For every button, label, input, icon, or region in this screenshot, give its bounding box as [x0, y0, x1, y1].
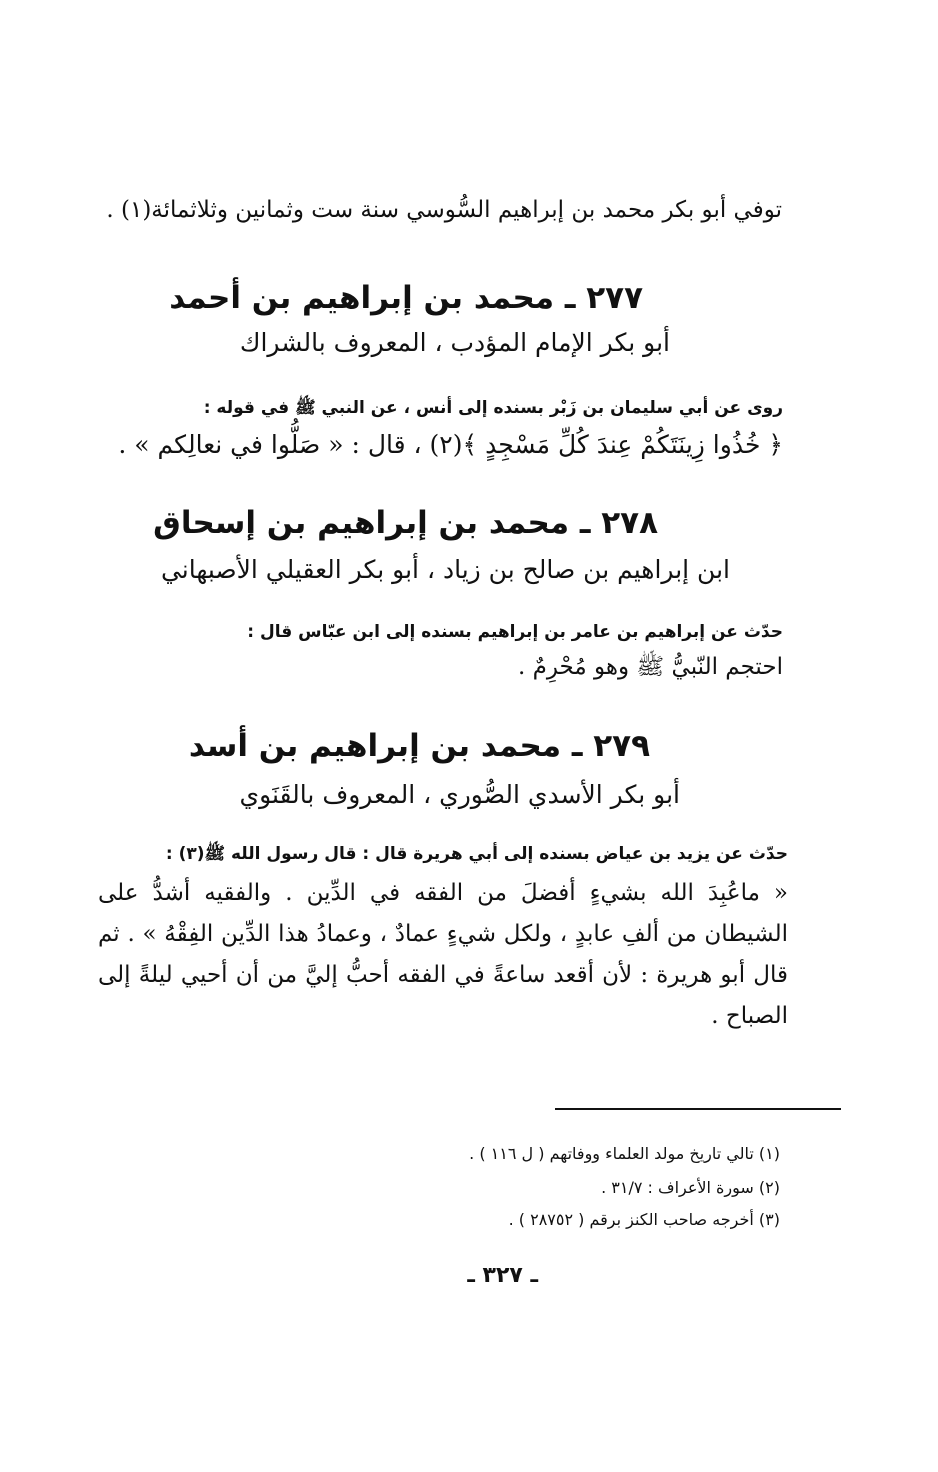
entry-277-subtitle: أبو بكر الإمام المؤدب ، المعروف بالشراك — [239, 328, 670, 357]
entry-279-title: ٢٧٩ ـ محمد بن إبراهيم بن أسد — [188, 728, 650, 764]
entry-278-text: احتجم النّبيُّ ﷺ وهو مُحْرِمٌ . — [517, 654, 783, 680]
entry-279-chain: حدّث عن يزيد بن عياض بسنده إلى أبي هريرة قال : قال رسول الله ﷺ(٣) : — [165, 844, 788, 864]
entry-277-text: ﴿ خُذُوا زِينَتَكُمْ عِندَ كُلِّ مَسْجِدٍ ﴾(٢) ، قال : « صَلُّوا في نعالِكم » . — [118, 430, 783, 459]
entry-278-chain: حدّث عن إبراهيم بن عامر بن إبراهيم بسنده إلى ابن عبّاس قال : — [247, 622, 783, 642]
page-number: ـ ٣٢٧ ـ — [467, 1263, 538, 1288]
entry-278-title: ٢٧٨ ـ محمد بن إبراهيم بن إسحاق — [153, 505, 658, 541]
footnote-divider — [555, 1108, 841, 1110]
entry-277-chain: روى عن أبي سليمان بن زَبْر بسنده إلى أنس ، عن النبي ﷺ في قوله : — [203, 398, 783, 418]
entry-277-title: ٢٧٧ ـ محمد بن إبراهيم بن أحمد — [169, 280, 643, 316]
entry-278-subtitle: ابن إبراهيم بن صالح بن زياد ، أبو بكر العقيلي الأصبهاني — [160, 555, 730, 584]
entry-279-text: « ماعُبِدَ الله بشيءٍ أفضلَ من الفقه في الدِّين . والفقيه أشدُّ على الشيطان من ألفِ عابدٍ ، ولكل شيءٍ عمادٌ ، وعمادُ هذا الدِّين الفِقْهُ » . ثم قال أبو هريرة : لأن أقعد ساعةً في الفقه أحبُّ إليَّ من أن أحيي ليلةً إلى الصباح . — [98, 880, 788, 1029]
entry-279-subtitle: أبو بكر الأسدي الصُّوري ، المعروف بالقَنَوي — [239, 780, 680, 809]
footnote-2: (٢) سورة الأعراف : ٣١/٧ . — [601, 1178, 780, 1197]
intro-line: توفي أبو بكر محمد بن إبراهيم السُّوسي سنة ست وثمانين وثلاثمائة(١) . — [106, 197, 782, 223]
footnote-3: (٣) أخرجه صاحب الكنز برقم ( ٢٨٧٥٢ ) . — [508, 1210, 780, 1229]
footnote-1: (١) تالي تاريخ مولد العلماء ووفاتهم ( ل ١١٦ ) . — [469, 1144, 780, 1163]
